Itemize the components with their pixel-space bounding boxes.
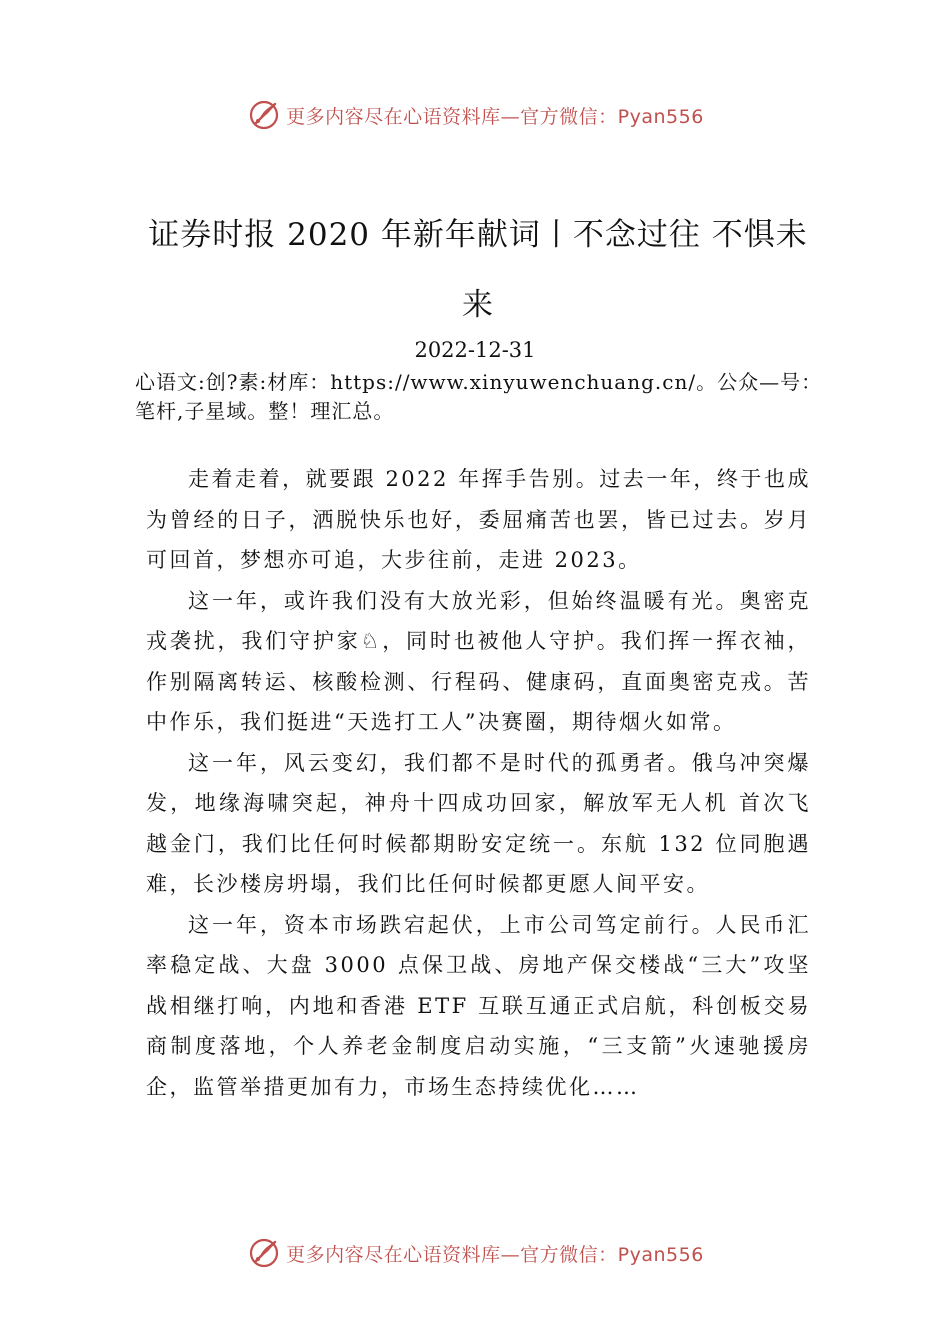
quill-pen-logo-icon bbox=[246, 97, 282, 133]
source-note: 心语文:创?素:材库：https://www.xinyuwenchuang.cn/。公众—号：笔杆,子星域。整！理汇总。 bbox=[135, 370, 823, 423]
banner-wechat-id: Pyan556 bbox=[617, 105, 704, 128]
footer-banner bbox=[0, 1233, 950, 1273]
banner-label bbox=[286, 102, 704, 129]
paragraph-2: 这一年，或许我们没有大放光彩，但始终温暖有光。奥密克戎袭扰，我们守护家♘，同时也被他人守护。我们挥一挥衣袖，作别隔离转运、核酸检测、行程码、健康码，直面奥密克戎。苦中作乐，我们挺进“天选打工人”决赛圈，期待烟火如常。 bbox=[146, 588, 811, 734]
banner-wechat-id: Pyan556 bbox=[617, 1243, 704, 1266]
banner-slogan: 更多内容尽在心语资料库—官方微信： bbox=[286, 1243, 618, 1266]
quill-pen-logo-icon bbox=[246, 1235, 282, 1271]
paragraph-1: 走着走着，就要跟 2022 年挥手告别。过去一年，终于也成为曾经的日子，洒脱快乐也好，委屈痛苦也罢，皆已过去。岁月可回首，梦想亦可追，大步往前，走进 2023。 bbox=[146, 467, 811, 572]
article-title: 证券时报 2020 年新年献词丨不念过往 不惧未来 bbox=[148, 217, 808, 323]
paragraph-3: 这一年，风云变幻，我们都不是时代的孤勇者。俄乌冲突爆发，地缘海啸突起，神舟十四成功回家，解放军无人机 首次飞越金门，我们比任何时候都期盼安定统一。东航 132 位同胞遇难，长沙楼房坍塌，我们比任何时候都更愿人间平安。 bbox=[146, 750, 811, 896]
banner-slogan: 更多内容尽在心语资料库—官方微信： bbox=[286, 105, 618, 128]
paragraph-4: 这一年，资本市场跌宕起伏，上市公司笃定前行。人民币汇率稳定战、大盘 3000 点保卫战、房地产保交楼战“三大”攻坚战相继打响，内地和香港 ETF 互联互通正式启航，科创板交易商制度落地，个人养老金制度启动实施，“三支箭”火速驰援房企，监管举措更加有力，市场生态持续优化…… bbox=[146, 912, 811, 1099]
article-body bbox=[146, 459, 811, 1107]
banner-label bbox=[286, 1240, 704, 1267]
article-date: 2022-12-31 bbox=[414, 338, 536, 362]
header-banner bbox=[0, 95, 950, 135]
